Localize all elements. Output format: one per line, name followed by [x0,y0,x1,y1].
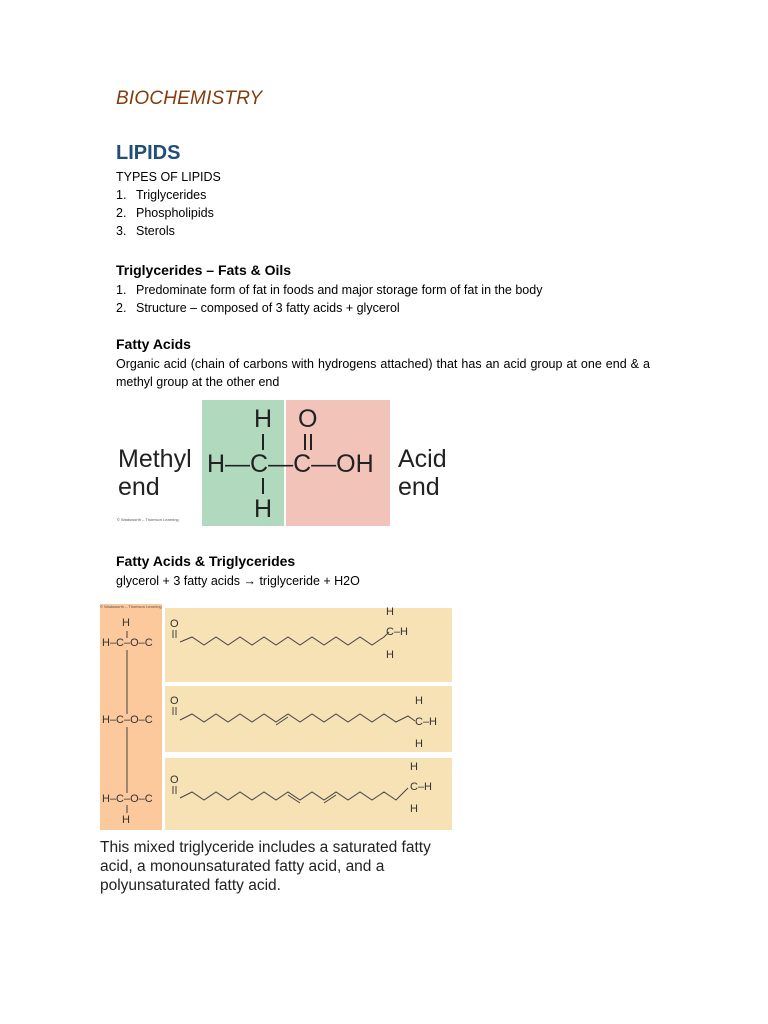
h-label: H [386,606,394,618]
acid-label-end: end [398,473,440,501]
h-label: H [122,814,130,826]
figure-credit: © Wadsworth – Thomson Learning [100,604,162,609]
h-label: H [410,803,418,815]
hcoc-label: H–C–O–C [102,714,153,726]
ch-label: C–H [415,716,438,728]
methyl-label-end: end [118,473,160,501]
h-label: H [410,761,418,773]
list-item: 1. Triglycerides [116,188,207,202]
h-label: H [415,695,423,707]
reaction-equation: glycerol + 3 fatty acids → triglyceride + H2O [116,574,360,588]
fatty-acid-structure-figure [117,400,451,526]
types-list [116,186,214,240]
h-label: H [386,649,394,661]
o-label: O [170,695,179,707]
acid-label: Acid [398,445,447,473]
triglycerides-list [116,281,542,317]
ch-label: C–H [386,626,409,638]
fatty-acids-definition: Organic acid (chain of carbons with hydrogens attached) that has an acid group at one end & a methyl group at the other end [116,357,650,389]
list-item: 1. Predominate form of fat in foods and major storage form of fat in the body [116,283,543,297]
types-heading: TYPES OF LIPIDS [116,170,221,184]
list-item: 2. Structure – composed of 3 fatty acids + glycerol [116,301,400,315]
h-label: H [122,617,130,629]
fatty-acids-triglycerides-heading: Fatty Acids & Triglycerides [116,553,296,569]
top-oxygen: O [298,405,318,433]
hcoc-label: H–C–O–C [102,793,153,805]
section-title: LIPIDS [116,142,181,164]
triglyceride-figure [100,604,452,830]
ch-label: C–H [410,781,433,793]
formula-line: H—C—C—OH [207,450,374,478]
h-label: H [415,738,423,750]
top-hydrogen: H [254,405,273,433]
hcoc-label: H–C–O–C [102,637,153,649]
figure-caption: This mixed triglyceride includes a saturated fatty acid, a monounsaturated fatty acid, and a polyunsaturated fatty acid. [100,839,431,894]
o-label: O [170,774,179,786]
list-item: 3. Sterols [116,224,175,238]
methyl-label: Methyl [118,445,192,473]
chain-lines [100,604,452,830]
o-label: O [170,618,179,630]
triglycerides-heading: Triglycerides – Fats & Oils [116,262,292,278]
list-item: 2. Phospholipids [116,206,214,220]
figure-credit: © Wadsworth – Thomson Learning [117,517,179,522]
bottom-hydrogen: H [254,495,273,523]
subject-title: BIOCHEMISTRY [116,88,263,109]
fatty-acids-heading: Fatty Acids [116,336,191,352]
